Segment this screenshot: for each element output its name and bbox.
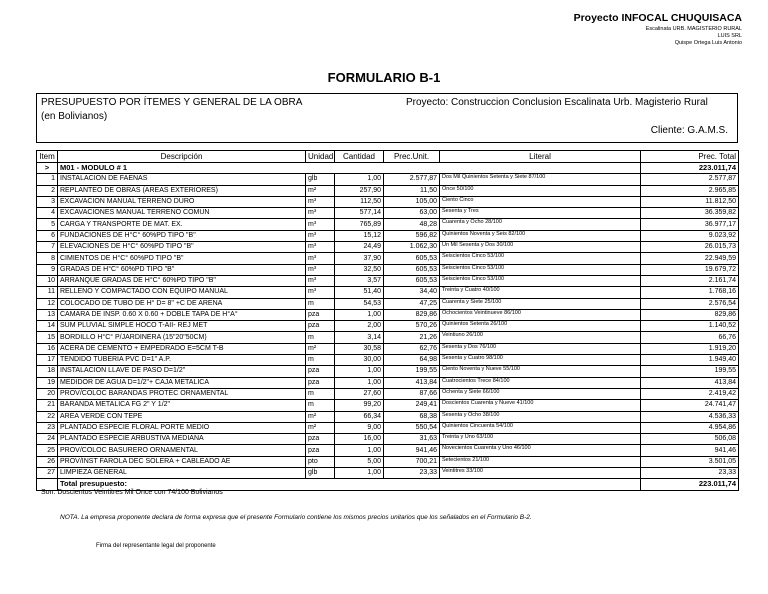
item-literal: Un Mil Sesenta y Dos 30/100 xyxy=(440,242,641,253)
info-box xyxy=(36,93,738,143)
table-row xyxy=(37,208,739,219)
table-row xyxy=(37,287,739,298)
item-description: INSTALACION LLAVE DE PASO D=1/2" xyxy=(58,366,306,377)
item-total: 26.015,73 xyxy=(641,242,739,253)
item-literal: Veintitres 33/100 xyxy=(440,468,641,479)
item-number: 15 xyxy=(37,332,58,343)
item-unit: pza xyxy=(306,366,335,377)
module-name: M01 - MODULO # 1 xyxy=(58,163,641,174)
item-unit-price: 550,54 xyxy=(384,422,440,433)
item-literal: Quinientos Noventa y Seis 82/100 xyxy=(440,230,641,241)
item-quantity: 3,14 xyxy=(335,332,384,343)
item-number: 1 xyxy=(37,174,58,185)
item-total: 23,33 xyxy=(641,468,739,479)
item-quantity: 1,00 xyxy=(335,377,384,388)
item-quantity: 30,00 xyxy=(335,355,384,366)
declaration-note: NOTA. La empresa proponente declara de forma expresa que el presente Formulario contiene los mismos precios unitarios que los señalados en el Formulario B-2. xyxy=(60,514,532,521)
item-number: 2 xyxy=(37,185,58,196)
item-description: PROV/COLOC BARANDAS PROTEC ORNAMENTAL xyxy=(58,388,306,399)
item-literal: Dos Mil Quinientos Setenta y Siete 87/100 xyxy=(440,174,641,185)
item-unit-price: 68,38 xyxy=(384,411,440,422)
item-unit-price: 11,50 xyxy=(384,185,440,196)
item-description: INSTALACION DE FAENAS xyxy=(58,174,306,185)
item-description: GRADAS DE H°C° 60%PD TIPO "B" xyxy=(58,264,306,275)
col-header-pu: Prec.Unit. xyxy=(384,151,440,163)
budget-table xyxy=(36,150,739,491)
item-quantity: 37,90 xyxy=(335,253,384,264)
item-quantity: 1,00 xyxy=(335,445,384,456)
item-description: AREA VERDE CON TEPE xyxy=(58,411,306,422)
item-unit: m³ xyxy=(306,253,335,264)
item-unit: pza xyxy=(306,434,335,445)
item-description: RELLENO Y COMPACTADO CON EQUIPO MANUAL xyxy=(58,287,306,298)
item-literal: Treinta y Cuatro 40/100 xyxy=(440,287,641,298)
item-quantity: 1,00 xyxy=(335,366,384,377)
item-literal: Once 50/100 xyxy=(440,185,641,196)
item-number: 7 xyxy=(37,242,58,253)
item-literal: Ciento Noventa y Nueve 55/100 xyxy=(440,366,641,377)
item-unit-price: 87,66 xyxy=(384,388,440,399)
item-number: 24 xyxy=(37,434,58,445)
item-number: 5 xyxy=(37,219,58,230)
item-unit-price: 47,25 xyxy=(384,298,440,309)
item-total: 9.023,92 xyxy=(641,230,739,241)
item-unit-price: 570,26 xyxy=(384,321,440,332)
item-total: 413,84 xyxy=(641,377,739,388)
item-unit: m³ xyxy=(306,219,335,230)
item-total: 24.741,47 xyxy=(641,400,739,411)
item-total: 1.140,52 xyxy=(641,321,739,332)
item-unit-price: 413,84 xyxy=(384,377,440,388)
item-unit-price: 34,40 xyxy=(384,287,440,298)
col-header-item: Item xyxy=(37,151,58,163)
item-unit: m³ xyxy=(306,264,335,275)
table-row xyxy=(37,445,739,456)
item-description: PLANTADO ESPECIE FLORAL PORTE MEDIO xyxy=(58,422,306,433)
col-header-tot: Prec. Total xyxy=(641,151,739,163)
item-unit-price: 23,33 xyxy=(384,468,440,479)
item-unit-price: 105,00 xyxy=(384,196,440,207)
item-number: 23 xyxy=(37,422,58,433)
currency-note: (en Bolivianos) xyxy=(41,111,108,122)
project-name: Proyecto: Construccion Conclusion Escalinata Urb. Magisterio Rural xyxy=(406,97,708,108)
item-number: 11 xyxy=(37,287,58,298)
item-description: BARANDA METALICA FG 2" Y 1/2" xyxy=(58,400,306,411)
table-row xyxy=(37,219,739,230)
table-row xyxy=(37,196,739,207)
item-quantity: 51,40 xyxy=(335,287,384,298)
item-literal: Seiscientos Cinco 53/100 xyxy=(440,264,641,275)
item-unit-price: 941,46 xyxy=(384,445,440,456)
module-marker: > xyxy=(37,163,58,174)
item-description: COLOCADO DE TUBO DE H° D= 8" +C DE ARENA xyxy=(58,298,306,309)
table-row xyxy=(37,377,739,388)
item-description: SUM PLUVIAL SIMPLE HOCO T-AII- REJ MET xyxy=(58,321,306,332)
item-unit: m xyxy=(306,400,335,411)
item-unit: m³ xyxy=(306,275,335,286)
item-total: 36.359,82 xyxy=(641,208,739,219)
item-quantity: 27,60 xyxy=(335,388,384,399)
item-description: FUNDACIONES DE H°C° 60%PD TIPO "B" xyxy=(58,230,306,241)
item-literal: Seiscientos Cinco 53/100 xyxy=(440,275,641,286)
item-total: 11.812,50 xyxy=(641,196,739,207)
item-total: 1.949,40 xyxy=(641,355,739,366)
item-number: 20 xyxy=(37,388,58,399)
item-literal: Ochocientos Veintinueve 86/100 xyxy=(440,309,641,320)
item-quantity: 5,00 xyxy=(335,456,384,467)
item-literal: Setecientos 21/100 xyxy=(440,456,641,467)
table-row xyxy=(37,468,739,479)
item-quantity: 99,20 xyxy=(335,400,384,411)
item-unit-price: 63,00 xyxy=(384,208,440,219)
item-unit: m² xyxy=(306,422,335,433)
item-description: PLANTADO ESPECIE ARBUSTIVA MEDIANA xyxy=(58,434,306,445)
item-quantity: 577,14 xyxy=(335,208,384,219)
table-row xyxy=(37,332,739,343)
item-unit-price: 700,21 xyxy=(384,456,440,467)
item-unit: glb xyxy=(306,468,335,479)
item-quantity: 66,34 xyxy=(335,411,384,422)
table-row xyxy=(37,298,739,309)
table-row xyxy=(37,456,739,467)
module-row xyxy=(37,163,739,174)
item-total: 1.768,16 xyxy=(641,287,739,298)
item-unit-price: 605,53 xyxy=(384,275,440,286)
table-row xyxy=(37,388,739,399)
header-line-1: Escalinata URB. MAGISTERIO RURAL xyxy=(645,26,742,32)
table-row xyxy=(37,309,739,320)
table-row xyxy=(37,343,739,354)
col-header-lit: Literal xyxy=(440,151,641,163)
item-quantity: 16,00 xyxy=(335,434,384,445)
client-name: Cliente: G.A.M.S. xyxy=(650,125,728,136)
item-number: 26 xyxy=(37,456,58,467)
item-unit: m² xyxy=(306,185,335,196)
item-literal: Sesenta y Cuatro 98/100 xyxy=(440,355,641,366)
col-header-unit: Unidad xyxy=(306,151,335,163)
table-row xyxy=(37,264,739,275)
item-number: 13 xyxy=(37,309,58,320)
item-unit-price: 249,41 xyxy=(384,400,440,411)
item-quantity: 30,58 xyxy=(335,343,384,354)
item-unit: m³ xyxy=(306,242,335,253)
table-row xyxy=(37,230,739,241)
table-row xyxy=(37,355,739,366)
item-unit: glb xyxy=(306,174,335,185)
item-total: 829,86 xyxy=(641,309,739,320)
item-unit-price: 31,63 xyxy=(384,434,440,445)
item-total: 66,76 xyxy=(641,332,739,343)
item-unit-price: 1.062,30 xyxy=(384,242,440,253)
item-literal: Ciento Cinco xyxy=(440,196,641,207)
item-unit-price: 2.577,87 xyxy=(384,174,440,185)
item-number: 14 xyxy=(37,321,58,332)
item-total: 2.419,42 xyxy=(641,388,739,399)
item-literal: Cuarenta y Ocho 28/100 xyxy=(440,219,641,230)
item-literal: Novecientos Cuarenta y Uno 46/100 xyxy=(440,445,641,456)
table-row xyxy=(37,400,739,411)
item-unit: m³ xyxy=(306,230,335,241)
item-number: 10 xyxy=(37,275,58,286)
item-literal: Ochenta y Siete 66/100 xyxy=(440,388,641,399)
item-description: BORDILLO H°C° P/JARDINERA (15"20"50CM) xyxy=(58,332,306,343)
item-number: 18 xyxy=(37,366,58,377)
item-description: TENDIDO TUBERIA PVC D=1" A.P. xyxy=(58,355,306,366)
item-total: 22.949,59 xyxy=(641,253,739,264)
item-description: PROV/COLOC BASURERO ORNAMENTAL xyxy=(58,445,306,456)
table-row xyxy=(37,366,739,377)
item-unit-price: 605,53 xyxy=(384,253,440,264)
item-total: 4.536,33 xyxy=(641,411,739,422)
item-quantity: 3,57 xyxy=(335,275,384,286)
total-value: 223.011,74 xyxy=(641,479,739,490)
item-number: 17 xyxy=(37,355,58,366)
item-total: 2.576,54 xyxy=(641,298,739,309)
item-number: 22 xyxy=(37,411,58,422)
item-unit: m xyxy=(306,298,335,309)
item-total: 36.977,17 xyxy=(641,219,739,230)
item-description: PROV/INST FAROLA DEC SOLERA + CABLEADO AE xyxy=(58,456,306,467)
item-number: 12 xyxy=(37,298,58,309)
item-description: CIMIENTOS DE H°C° 60%PD TIPO "B" xyxy=(58,253,306,264)
table-row xyxy=(37,242,739,253)
item-unit-price: 199,55 xyxy=(384,366,440,377)
item-quantity: 32,50 xyxy=(335,264,384,275)
budget-title: PRESUPUESTO POR ÍTEMES Y GENERAL DE LA OBRA xyxy=(41,97,303,108)
item-number: 16 xyxy=(37,343,58,354)
item-unit: m² xyxy=(306,343,335,354)
item-total: 3.501,05 xyxy=(641,456,739,467)
item-unit: pza xyxy=(306,377,335,388)
item-unit: m³ xyxy=(306,208,335,219)
item-unit: m² xyxy=(306,411,335,422)
item-description: EXCAVACION MANUAL TERRENO DURO xyxy=(58,196,306,207)
item-number: 27 xyxy=(37,468,58,479)
item-literal: Quinientos Setenta 26/100 xyxy=(440,321,641,332)
item-total: 4.954,86 xyxy=(641,422,739,433)
item-literal: Sesenta y Tres xyxy=(440,208,641,219)
col-header-qty: Cantidad xyxy=(335,151,384,163)
item-total: 2.965,85 xyxy=(641,185,739,196)
item-unit-price: 21,26 xyxy=(384,332,440,343)
item-total: 1.919,20 xyxy=(641,343,739,354)
item-unit: m xyxy=(306,355,335,366)
item-description: ELEVACIONES DE H°C° 60%PD TIPO "B" xyxy=(58,242,306,253)
item-unit-price: 48,28 xyxy=(384,219,440,230)
item-unit-price: 605,53 xyxy=(384,264,440,275)
item-number: 4 xyxy=(37,208,58,219)
amount-in-words: Son: Doscientos Veintitres Mil Once con 74/100 Bolivianos xyxy=(41,489,223,496)
item-unit-price: 64,98 xyxy=(384,355,440,366)
item-unit-price: 829,86 xyxy=(384,309,440,320)
table-row xyxy=(37,174,739,185)
item-quantity: 765,89 xyxy=(335,219,384,230)
item-literal: Veintiuno 26/100 xyxy=(440,332,641,343)
item-quantity: 112,50 xyxy=(335,196,384,207)
item-total: 506,08 xyxy=(641,434,739,445)
table-row xyxy=(37,434,739,445)
item-literal: Sesenta y Ocho 38/100 xyxy=(440,411,641,422)
item-quantity: 15,12 xyxy=(335,230,384,241)
item-unit: m xyxy=(306,388,335,399)
item-number: 8 xyxy=(37,253,58,264)
table-row xyxy=(37,185,739,196)
table-row xyxy=(37,422,739,433)
item-description: LIMPIEZA GENERAL xyxy=(58,468,306,479)
item-literal: Treinta y Uno 63/100 xyxy=(440,434,641,445)
item-literal: Cuarenta y Siete 25/100 xyxy=(440,298,641,309)
item-quantity: 9,00 xyxy=(335,422,384,433)
item-literal: Doscientos Cuarenta y Nueve 41/100 xyxy=(440,400,641,411)
item-quantity: 24,49 xyxy=(335,242,384,253)
item-description: CAMARA DE INSP. 0.60 X 0.60 + DOBLE TAPA DE H°A° xyxy=(58,309,306,320)
item-literal: Cuatrocientos Trece 84/100 xyxy=(440,377,641,388)
item-quantity: 257,90 xyxy=(335,185,384,196)
header-line-3: Quispe Ortega Luis Antonio xyxy=(674,40,742,46)
table-header-row xyxy=(37,151,739,163)
item-description: MEDIDOR DE AGUA D=1/2"+ CAJA METALICA xyxy=(58,377,306,388)
item-description: EXCAVACIONES MANUAL TERRENO COMUN xyxy=(58,208,306,219)
item-total: 2.161,74 xyxy=(641,275,739,286)
table-row xyxy=(37,253,739,264)
item-description: ARRANQUE GRADAS DE H°C° 60%PD TIPO "B" xyxy=(58,275,306,286)
item-unit: m³ xyxy=(306,287,335,298)
table-row xyxy=(37,275,739,286)
col-header-desc: Descripción xyxy=(58,151,306,163)
item-unit: pza xyxy=(306,445,335,456)
item-unit-price: 596,82 xyxy=(384,230,440,241)
item-total: 2.577,87 xyxy=(641,174,739,185)
item-description: REPLANTEO DE OBRAS (AREAS EXTERIORES) xyxy=(58,185,306,196)
item-number: 25 xyxy=(37,445,58,456)
project-title: Proyecto INFOCAL CHUQUISACA xyxy=(573,12,742,24)
item-number: 6 xyxy=(37,230,58,241)
item-description: ACERA DE CEMENTO + EMPEDRADO E=5CM T-B xyxy=(58,343,306,354)
item-quantity: 1,00 xyxy=(335,468,384,479)
item-literal: Seiscientos Cinco 53/100 xyxy=(440,253,641,264)
module-total: 223.011,74 xyxy=(641,163,739,174)
item-number: 3 xyxy=(37,196,58,207)
item-description: CARGA Y TRANSPORTE DE MAT. EX. xyxy=(58,219,306,230)
item-total: 19.679,72 xyxy=(641,264,739,275)
item-total: 941,46 xyxy=(641,445,739,456)
table-row xyxy=(37,411,739,422)
item-unit: m xyxy=(306,332,335,343)
item-literal: Sesenta y Dos 76/100 xyxy=(440,343,641,354)
item-quantity: 2,00 xyxy=(335,321,384,332)
signature-label: Firma del representante legal del proponente xyxy=(96,543,216,549)
item-total: 199,55 xyxy=(641,366,739,377)
item-number: 21 xyxy=(37,400,58,411)
item-number: 9 xyxy=(37,264,58,275)
item-unit: pza xyxy=(306,321,335,332)
item-quantity: 1,00 xyxy=(335,309,384,320)
item-unit: pto xyxy=(306,456,335,467)
item-quantity: 54,53 xyxy=(335,298,384,309)
table-row xyxy=(37,321,739,332)
item-unit-price: 62,76 xyxy=(384,343,440,354)
item-quantity: 1,00 xyxy=(335,174,384,185)
table-body xyxy=(37,163,739,479)
item-number: 19 xyxy=(37,377,58,388)
form-title: FORMULARIO B-1 xyxy=(327,70,441,85)
total-label: Total presupuesto: xyxy=(58,479,641,490)
item-unit: m³ xyxy=(306,196,335,207)
item-literal: Quinientos Cincuenta 54/100 xyxy=(440,422,641,433)
header-line-2: LUIS SRL xyxy=(717,33,742,39)
item-unit: pza xyxy=(306,309,335,320)
